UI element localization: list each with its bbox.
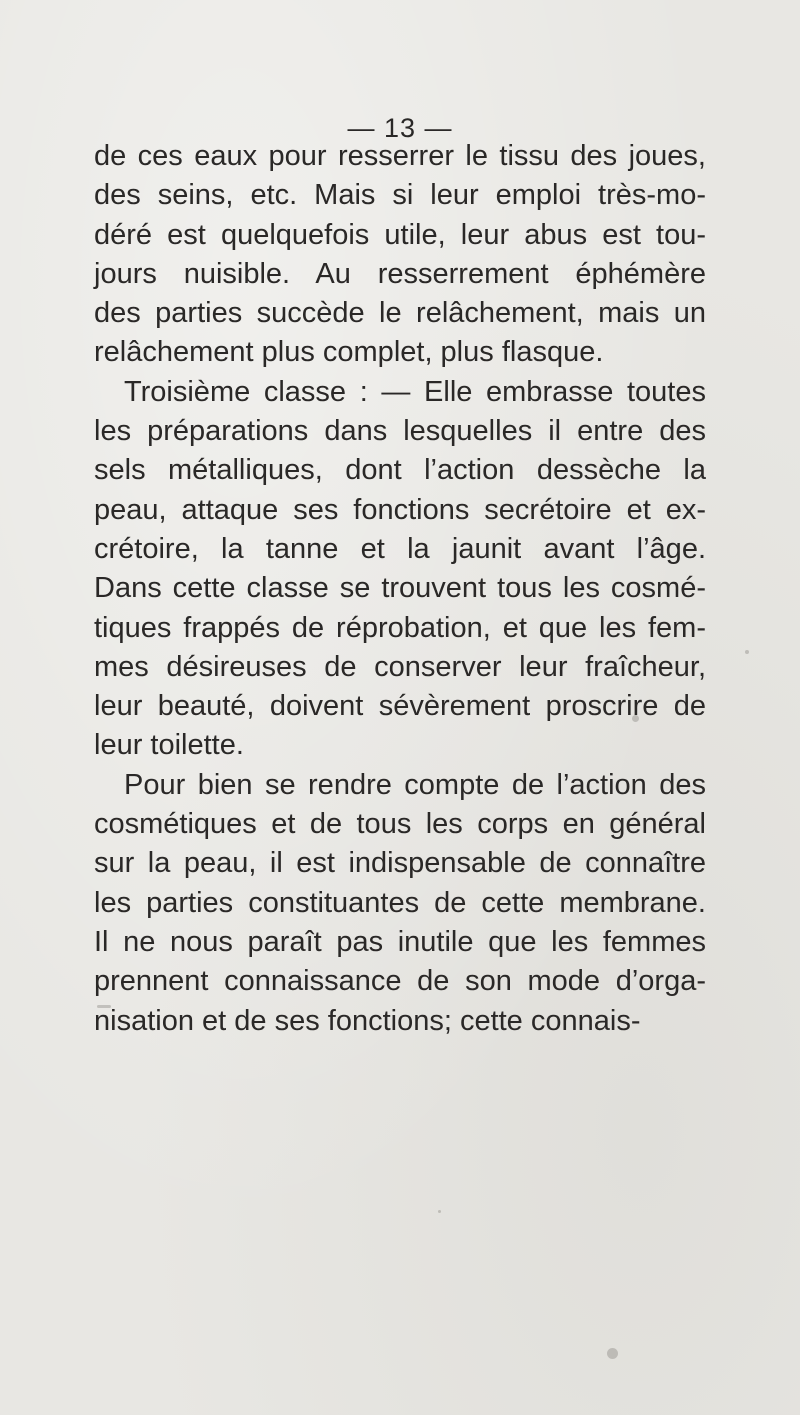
text-line: les préparations dans lesquelles il entre des <box>94 415 706 448</box>
text-line: tiques frappés de réprobation, et que les fem- <box>94 611 706 644</box>
text-line: jours nuisible. Au resserrement éphémère <box>94 257 706 290</box>
text-line: des seins, etc. Mais si leur emploi très-mo- <box>94 179 706 212</box>
paper-speck <box>632 715 639 722</box>
text-line: prennent connaissance de son mode d’orga- <box>94 965 706 998</box>
text-line: Pour bien se rendre compte de l’action des <box>124 768 706 801</box>
text-line: crétoire, la tanne et la jaunit avant l’âge. <box>94 532 706 565</box>
paragraph-1 <box>94 137 706 373</box>
text-line: peau, attaque ses fonctions secrétoire et ex- <box>94 493 706 526</box>
paragraph-3 <box>94 766 706 1041</box>
text-line: Dans cette classe se trouvent tous les cosmé- <box>94 572 706 605</box>
text-line: sels métalliques, dont l’action dessèche la <box>94 454 706 487</box>
page-number: — 13 — <box>347 113 453 143</box>
text-line: nisation et de ses fonctions; cette connais- <box>94 1004 641 1037</box>
text-line: cosmétiques et de tous les corps en général <box>94 808 706 841</box>
paper-speck <box>97 1005 111 1008</box>
text-line: de ces eaux pour resserrer le tissu des joues, <box>94 140 706 172</box>
text-line: leur beauté, doivent sévèrement proscrire de <box>94 690 706 723</box>
paper-speck <box>607 1348 618 1359</box>
text-line: sur la peau, il est indispensable de connaître <box>94 847 706 880</box>
text-line: des parties succède le relâchement, mais un <box>94 297 706 330</box>
text-line: Troisième classe : — Elle embrasse toutes <box>124 375 706 408</box>
paper-speck <box>745 650 749 654</box>
text-line: Il ne nous paraît pas inutile que les femmes <box>94 925 706 958</box>
body-text <box>94 137 706 1041</box>
text-line: déré est quelquefois utile, leur abus est tou- <box>94 218 706 251</box>
text-line: mes désireuses de conserver leur fraîcheur, <box>94 650 706 683</box>
paragraph-2 <box>94 373 706 766</box>
paper-speck <box>438 1210 441 1213</box>
text-line: leur toilette. <box>94 729 244 762</box>
text-line: les parties constituantes de cette membrane. <box>94 886 706 919</box>
text-line: relâchement plus complet, plus flasque. <box>94 336 604 369</box>
